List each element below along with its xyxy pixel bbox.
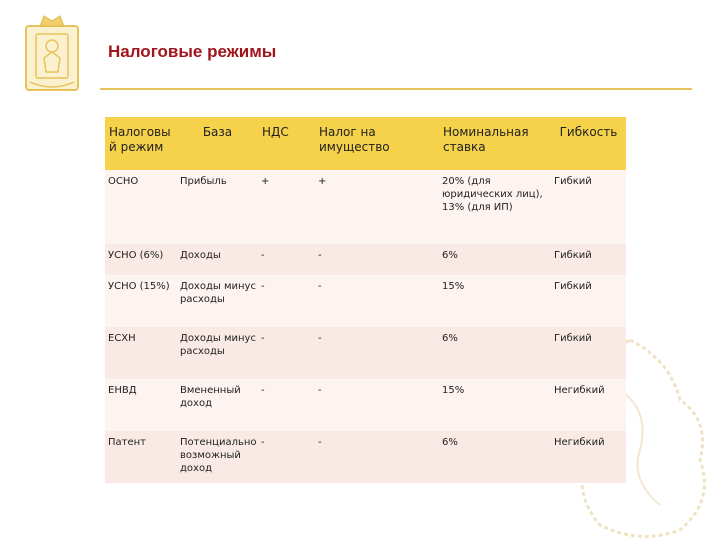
cell-vat: - xyxy=(258,327,315,379)
page-title: Налоговые режимы xyxy=(108,42,277,61)
column-header-property-tax: Налог на имущество xyxy=(315,117,439,170)
cell-regime: ОСНО xyxy=(105,170,177,244)
cell-rate: 15% xyxy=(439,379,551,431)
table-row xyxy=(105,327,626,379)
table-row xyxy=(105,170,626,244)
cell-regime: УСНО (15%) xyxy=(105,275,177,327)
cell-vat: + xyxy=(258,170,315,244)
cell-base: Доходы минус расходы xyxy=(177,327,258,379)
cell-flexibility: Гибкий xyxy=(551,275,626,327)
table-row xyxy=(105,431,626,483)
tax-regimes-table xyxy=(105,117,626,483)
cell-flexibility: Гибкий xyxy=(551,170,626,244)
cell-rate: 15% xyxy=(439,275,551,327)
cell-property-tax: - xyxy=(315,244,439,275)
table-row xyxy=(105,275,626,327)
column-header-vat: НДС xyxy=(258,117,315,170)
cell-regime: Патент xyxy=(105,431,177,483)
column-header-nominal-rate: Номинальная ставка xyxy=(439,117,551,170)
coat-of-arms-icon xyxy=(24,12,80,92)
cell-vat: - xyxy=(258,431,315,483)
cell-rate: 6% xyxy=(439,244,551,275)
cell-base: Потенциально возможный доход xyxy=(177,431,258,483)
cell-flexibility: Гибкий xyxy=(551,244,626,275)
cell-rate: 6% xyxy=(439,327,551,379)
cell-base: Доходы минус расходы xyxy=(177,275,258,327)
cell-property-tax: - xyxy=(315,431,439,483)
cell-flexibility: Гибкий xyxy=(551,327,626,379)
cell-vat: - xyxy=(258,379,315,431)
column-header-base: База xyxy=(177,117,258,170)
cell-vat: - xyxy=(258,275,315,327)
cell-property-tax: - xyxy=(315,327,439,379)
cell-rate: 20% (для юридических лиц), 13% (для ИП) xyxy=(439,170,551,244)
table-row xyxy=(105,244,626,275)
cell-regime: ЕСХН xyxy=(105,327,177,379)
cell-regime: ЕНВД xyxy=(105,379,177,431)
cell-rate: 6% xyxy=(439,431,551,483)
cell-base: Доходы xyxy=(177,244,258,275)
table-header-row xyxy=(105,117,626,170)
cell-base: Прибыль xyxy=(177,170,258,244)
cell-flexibility: Негибкий xyxy=(551,431,626,483)
cell-regime: УСНО (6%) xyxy=(105,244,177,275)
cell-base: Вмененный доход xyxy=(177,379,258,431)
column-header-regime: Налоговы й режим xyxy=(105,117,177,170)
cell-property-tax: + xyxy=(315,170,439,244)
cell-flexibility: Негибкий xyxy=(551,379,626,431)
table-row xyxy=(105,379,626,431)
cell-vat: - xyxy=(258,244,315,275)
cell-property-tax: - xyxy=(315,379,439,431)
cell-property-tax: - xyxy=(315,275,439,327)
column-header-flexibility: Гибкость xyxy=(551,117,626,170)
title-underline xyxy=(100,88,692,90)
